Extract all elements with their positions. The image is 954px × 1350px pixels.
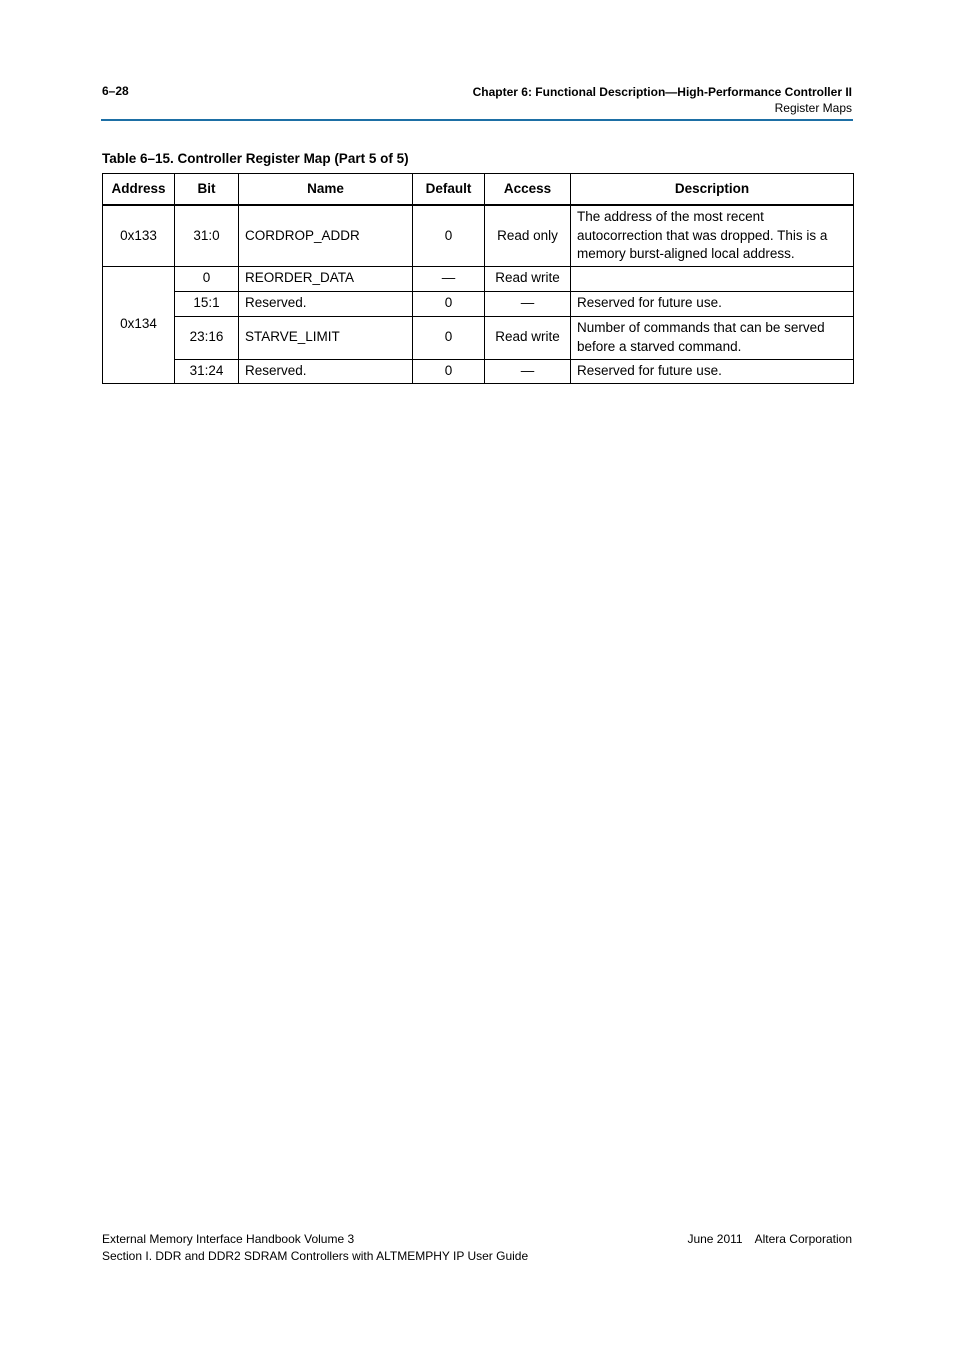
access-cell: —	[485, 359, 571, 383]
default-cell: 0	[413, 291, 485, 316]
column-header-access: Access	[485, 174, 571, 206]
access-cell: Read only	[485, 205, 571, 266]
column-header-bit: Bit	[175, 174, 239, 206]
name-cell: Reserved.	[239, 291, 413, 316]
name-cell: CORDROP_ADDR	[239, 205, 413, 266]
table-row	[103, 291, 854, 316]
footer-section-title: Section I. DDR and DDR2 SDRAM Controllers with ALTMEMPHY IP User Guide	[102, 1249, 529, 1263]
footer-book-title: External Memory Interface Handbook Volume 3	[102, 1232, 355, 1246]
page-number: 6–28	[102, 84, 129, 98]
table-header-row	[103, 174, 854, 206]
bit-cell: 15:1	[175, 291, 239, 316]
description-cell: Reserved for future use.	[571, 359, 854, 383]
column-header-default: Default	[413, 174, 485, 206]
default-cell: 0	[413, 359, 485, 383]
table-row	[103, 316, 854, 359]
access-cell: Read write	[485, 266, 571, 291]
column-header-description: Description	[571, 174, 854, 206]
access-cell: Read write	[485, 316, 571, 359]
footer-company: Altera Corporation	[754, 1232, 852, 1246]
register-map-table	[102, 173, 854, 384]
address-cell: 0x133	[103, 205, 175, 266]
name-cell: REORDER_DATA	[239, 266, 413, 291]
default-cell: —	[413, 266, 485, 291]
bit-cell: 23:16	[175, 316, 239, 359]
description-cell: Number of commands that can be served before a starved command.	[571, 316, 854, 359]
bit-cell: 31:0	[175, 205, 239, 266]
table-caption: Table 6–15. Controller Register Map (Part 5 of 5)	[102, 151, 409, 166]
table-row	[103, 205, 854, 266]
chapter-title: Chapter 6: Functional Description—High-Performance Controller II	[472, 85, 852, 99]
description-cell: The address of the most recent autocorrection that was dropped. This is a memory burst-aligned local address.	[571, 205, 854, 266]
table-row	[103, 359, 854, 383]
table-row	[103, 266, 854, 291]
running-header	[473, 84, 852, 116]
description-cell	[571, 266, 854, 291]
default-cell: 0	[413, 316, 485, 359]
footer-left	[102, 1231, 528, 1265]
bit-cell: 31:24	[175, 359, 239, 383]
description-cell: Reserved for future use.	[571, 291, 854, 316]
footer-right	[687, 1231, 852, 1248]
column-header-name: Name	[239, 174, 413, 206]
column-header-address: Address	[103, 174, 175, 206]
name-cell: STARVE_LIMIT	[239, 316, 413, 359]
access-cell: —	[485, 291, 571, 316]
bit-cell: 0	[175, 266, 239, 291]
footer-date: June 2011	[687, 1232, 743, 1246]
address-cell: 0x134	[103, 266, 175, 383]
default-cell: 0	[413, 205, 485, 266]
header-rule	[101, 119, 853, 121]
name-cell: Reserved.	[239, 359, 413, 383]
section-title: Register Maps	[774, 101, 852, 115]
